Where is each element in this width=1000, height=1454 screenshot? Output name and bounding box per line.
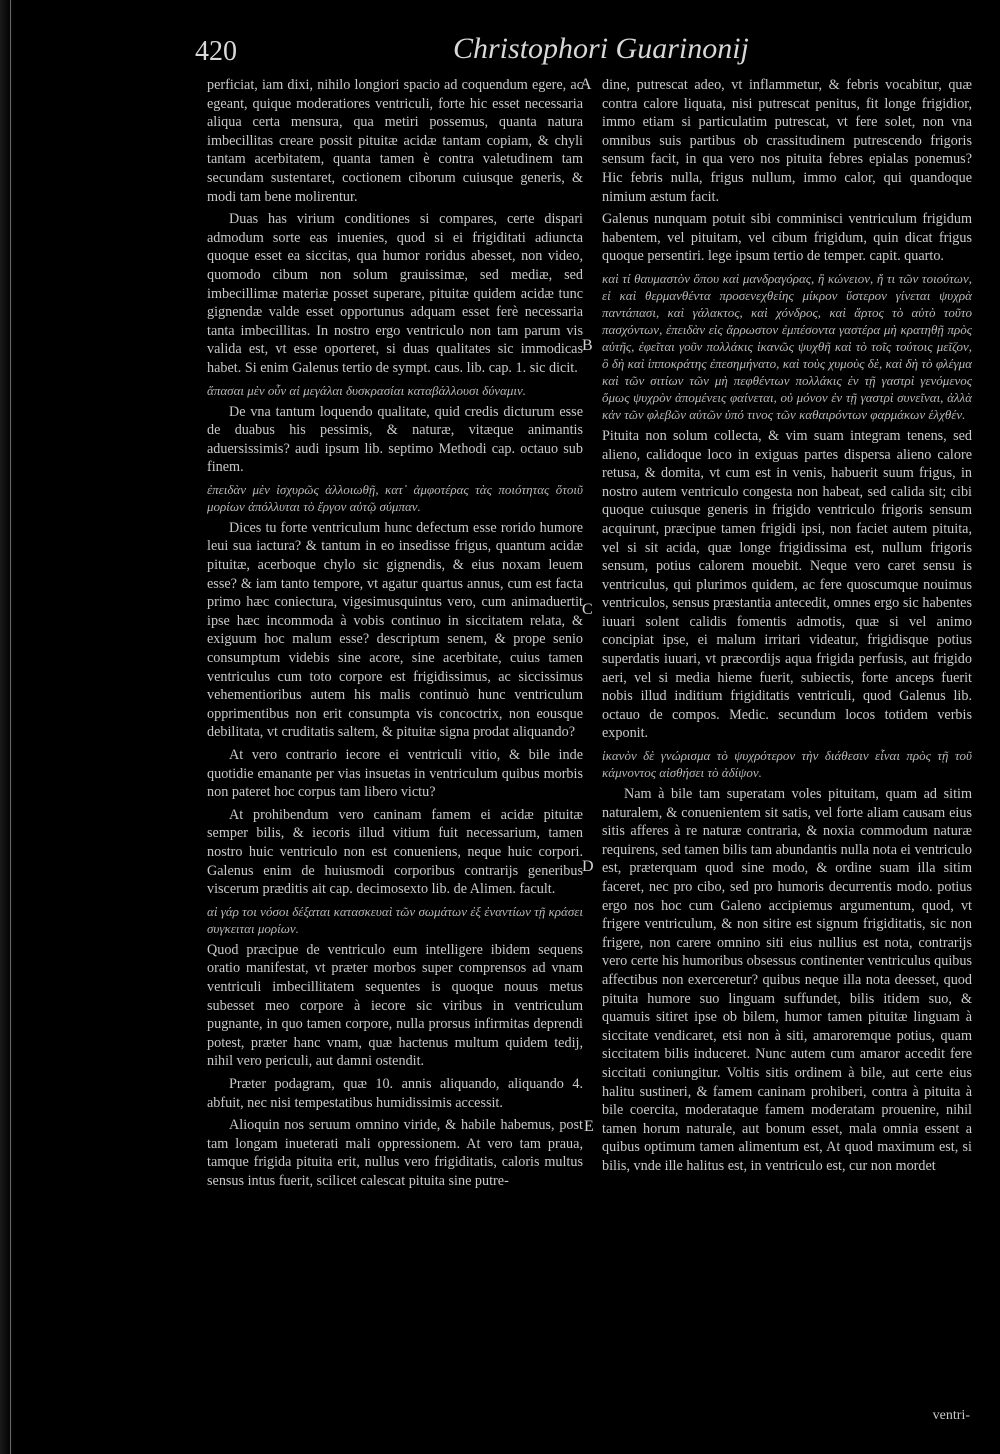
binding-edge-line: [10, 0, 11, 1454]
running-title: Christophori Guarinonij: [453, 32, 749, 65]
binding-gutter: [0, 0, 16, 1454]
right-column-greek-quotation: ἱκανὸν δὲ γνώρισμα τὸ ψυχρότερον τὴν διάθεσιν εἶναι πρὸς τῇ τοῦ κάμνοντος αἰσθήσει τὸ ἀδίψον.: [602, 748, 972, 781]
left-column-paragraph: At vero contrario iecore ei ventriculi vitio, & bile inde quotidie emanante per vias insuetas in ventriculum quibus morbis non pateret hoc corpus tam libero victu?: [207, 747, 583, 801]
margin-marker-c: C: [582, 601, 593, 618]
left-text-column: [207, 76, 583, 1386]
page-number: 420: [195, 36, 237, 67]
left-column-paragraph: At prohibendum vero caninam famem ei acidæ pituitæ semper bilis, & iecoris illud vitium fuit necessarium, tamen nostro huic ventriculo non est conueniens, neque huic corpori. Galenus enim de huiusmodi corporibus contrarijs generibus viscerum præditis ait cap. decimosexto lib. de Alimen. facult.: [207, 806, 583, 898]
left-column-paragraph: perficiat, iam dixi, nihilo longiori spacio ad coquendum egere, ac egeant, quique moderatiores ventriculi, forte hic esset necessaria aliqua certa mensura, qua metiri possemus, quanta natura imbecillitas creare possit pituitæ acidæ tantam copiam, & chyli tantam acerbitatem, quanta tamen è contra valetudinem tam secundam sustentaret, coctionem ciborum cuiusque generis, & modi tam bene molirentur.: [207, 77, 583, 205]
right-column-paragraph: Galenus nunquam potuit sibi comminisci ventriculum frigidum habentem, vel pituitam, vel cibum frigidum, quin dicat frigus quoque persentiri. lege ipsum tertio de temper. capit. quarto.: [602, 211, 972, 265]
left-column-greek-quotation: ἅπασαι μὲν οὖν αἱ μεγάλαι δυσκρασίαι καταβάλλουσι δύναμιν.: [207, 382, 527, 398]
right-column-paragraph: Nam à bile tam superatam voles pituitam, quam ad sitim naturalem, & conuenientem sit satis, vel forte aliam causam eius sitis afferes à re naturæ contraria, & noxia commodum naturæ requirens, sed tamen bilis tam abundantis nulla nota ei ventriculo est, præterquam quod sine modo, & ordine suam illa sitim faceret, nec pro cibo, sed pro humoris decurrentis modo. potius ergo nos hoc cum Galeno accipiemus argumentum, quod, vt frigere ventriculum, & non sitire est signum frigiditatis, sic non frigere, non carere omnino siti eius nullius est nota, contrarijs vero certe his humoribus obsessus continenter ventriculus quibus affectibus non exerceretur? quibus neque illa nota deesset, quod pituita humore suo linguam suffundet, bilis itidem suo, & quamuis sitiret ipse ob bilem, humor tamen pituitæ linguam à siccitate vendicaret, etsi non à siti, amaroremque potius, quam siccitatem bilis induceret. Nunc autem cum amaror accedit fere siccitati coniungitur. Voltis sitis ordinem à bile, aut certe eius halitu sustineri, & famem caninam prohiberi, contra à pituita à bile coercita, moderataque famem moderatam prouenire, nihil tamen horum naturale, aut bonum esset, mala omnia essent a quibus optimum tamen alimentum est, At quod maximum est, si bilis, vnde ille halitus est, in ventriculo est, cur non mordet: [602, 786, 972, 1174]
left-column-paragraph: Dices tu forte ventriculum hunc defectum esse rorido humore leui sua iactura? & tantum in eo insedisse frigus, quantum acidæ pituitæ, acerboque chylo sic gignendis, & eius noxam leuem esse? & iam tanto tempore, vt agatur quartus annus, cum est facta primo hæc coniectura, vigesimusquintus vero, cum animaduertit ipse hæc incommoda à vobis continuo in siccitatem relata, & exiguum hoc malum esse? descriptum senem, & prope senio consumptum videbis sine acore, sine acerbitate, cuius tamen ventriculus cum toto corpore est frigidissimus, ac siccissimus vehementioribus autem his malis continuò hunc ventriculum opprimentibus non erit consumpta vis concoctrix, non eousque debilitata, vt cruditatis saltem, & pituitæ signa prodat aliquando?: [207, 519, 583, 741]
right-text-column: [602, 76, 972, 1386]
margin-marker-a: A: [580, 76, 592, 93]
left-column-greek-quotation: ἐπειδὰν μὲν ἰσχυρῶς ἀλλοιωθῇ, κατ᾽ ἀμφοτέρας τὰς ποιότητας ὅτοιῦ μορίων ἀπόλλυται τὸ ἔργον αὐτῷ σύμπαν.: [207, 481, 583, 514]
right-column-paragraph: Pituita non solum collecta, & vim suam integram tenens, sed alieno, calidoque loco in exiguas partes dispersa alieno calore retusa, & domita, vt cum est in venis, habuerit suum frigus, in nostro autem ventriculo congesta non habeat, sed calida sit; cibi quoque cuiusque generis in frigido ventriculo frigoris sensum acquirunt, præcipue tamen frigidi ipsi, non faciet autem pituita, vel si sit acida, quæ longe frigidissima est, nullum frigoris sensum, potius calorem mouebit. Neque vero caret sensu is ventriculus, qui plurimos quidem, ac fere quoscumque nouimus ventriculos, sensus præstantia antecedit, omnes ergo sic habentes iuuari solent calidis fomentis admotis, quæ si vel animo concipiat ipse, ei malum irritari videatur, frigidisque potius superdatis iuuari, vt præcordijs aqua frigida perfusis, aut frigido aeri, vel si media hieme fuerit, subiectis, forte anceps fuerit nobis illud inditium frigiditatis ventriculi, quod Galenus lib. octauo de compos. Medic. secundum locos totidem verbis exponit.: [602, 427, 972, 742]
left-column-paragraph: Præter podagram, quæ 10. annis aliquando, aliquando 4. abfuit, nec nisi tempestatibus humidissimis accessit.: [207, 1075, 583, 1111]
left-column-paragraph: Alioquin nos seruum omnino viride, & habile habemus, post tam longam inueterati mali oppressionem. At vero tam praua, tamque frigida pituita erit, nullus vero frigiditatis, caloris multus sensus intus fuerit, scilicet calescat pituita sine putre-: [207, 1117, 583, 1189]
catchword: ventri-: [932, 1408, 970, 1423]
right-column-paragraph: dine, putrescat adeo, vt inflammetur, & febris vocabitur, quæ contra calore liquata, nisi putrescat penitus, fit longe frigidior, immo etiam si particulatim putrescat, vt fere solet, non vna omnibus suis partibus ob crassitudinem putrescendo frigoris sensum facit, in qua vero nos pituita febres epialas ponemus? Hic febris nulla, frigus nullum, immo calor, qui quandoque nimium æstum facit.: [602, 77, 972, 205]
margin-marker-b: B: [582, 337, 593, 354]
left-column-paragraph: Quod præcipue de ventriculo eum intelligere ibidem sequens oratio manifestat, vt præter morbos super comprensos ad vnam ventriculi imbecillitatem sequentes is quoque nouus metus subesset meo corpore à iecore sic viribus in ventriculum pugnante, in quo tamen corpore, nulla prorsus infirmitas deprendi potest, præter hanc vnam, quæ hactenus multum quidem tedij, nihil vero periculi, aut damni ostendit.: [207, 941, 583, 1070]
left-column-paragraph: De vna tantum loquendo qualitate, quid credis dicturum esse de duabus his pessimis, & naturæ, vitæque animantis aduersissimis? audi ipsum lib. septimo Methodi cap. octauo sub finem.: [207, 403, 583, 476]
margin-marker-e: E: [584, 1118, 594, 1135]
left-column-greek-quotation: αἱ γάρ τοι νόσοι δέξαται κατασκευαὶ τῶν σωμάτων ἐξ ἐναντίων τῇ κράσει συγκειται μορίων.: [207, 903, 583, 936]
page-header: [195, 32, 975, 80]
right-column-greek-quotation: καὶ τί θαυμαστὸν ὅπου καὶ μανδραγόρας, ἢ κώνειον, ἤ τι τῶν τοιούτων, εἰ καὶ θερμανθέντα προσενεχθείης μίκρον ὕστερον γίνεται ψυχρὰ παντάπασι, καὶ γάλακτος, καὶ χόνδρος, καὶ ἄρτος τὸ αὐτὸ τοῦτο πασχόντων, ἐπειδὰν εἰς ἄρρωστον ἐμπέσοντα γαστέρα μὴ κρατηθῇ πρὸς αὐτῆς, ἐφεῖται γοῦν πολλάκις ἱκανῶς ψυχθῆ καὶ τὸ τοῖς τούτοις μεῖζον, ὃ δὴ καὶ ἱπποκράτης ἐπεσημήνατο, καὶ τοὺς χυμοὺς δὲ, καὶ δὴ τὸ φλέγμα καὶ τῶν σιτίων τῶν μὴ πεφθέντων πολλάκις ἐν τῇ γαστρὶ γενόμενος ὅμως ψυχρὸν ἀπομένεις φαίνεται, οὐ μόνον ἐν τῇ γαστρὶ συνεῖναι, ἀλλὰ κἀν τῶν φλεβῶν αὐτῶν ὑπό τινος τῶν καθαιρόντων φαρμάκων ἑλχθέν.: [602, 270, 972, 422]
left-column-paragraph: Duas has virium conditiones si compares, certe dispari admodum sorte eas inuenies, quod si ei frigiditati adiuncta quoque esset ea siccitas, qua humor roridus abesset, non video, quomodo cibum non solum grauissimæ, sed mediæ, sed imbecillimæ materiæ posset superare, pituitæ quidem acidæ tunc gignendæ valde esset opportunus adquam esset ferè necessaria tanta imbecillitas. In nostro ergo ventriculo non tam parum vis valida est, vt esse oporteret, si duas qualitates sic immodicas habet. Si enim Galenus tertio de sympt. caus. lib. cap. 1. sic dicit.: [207, 211, 583, 376]
margin-marker-d: D: [582, 858, 594, 875]
